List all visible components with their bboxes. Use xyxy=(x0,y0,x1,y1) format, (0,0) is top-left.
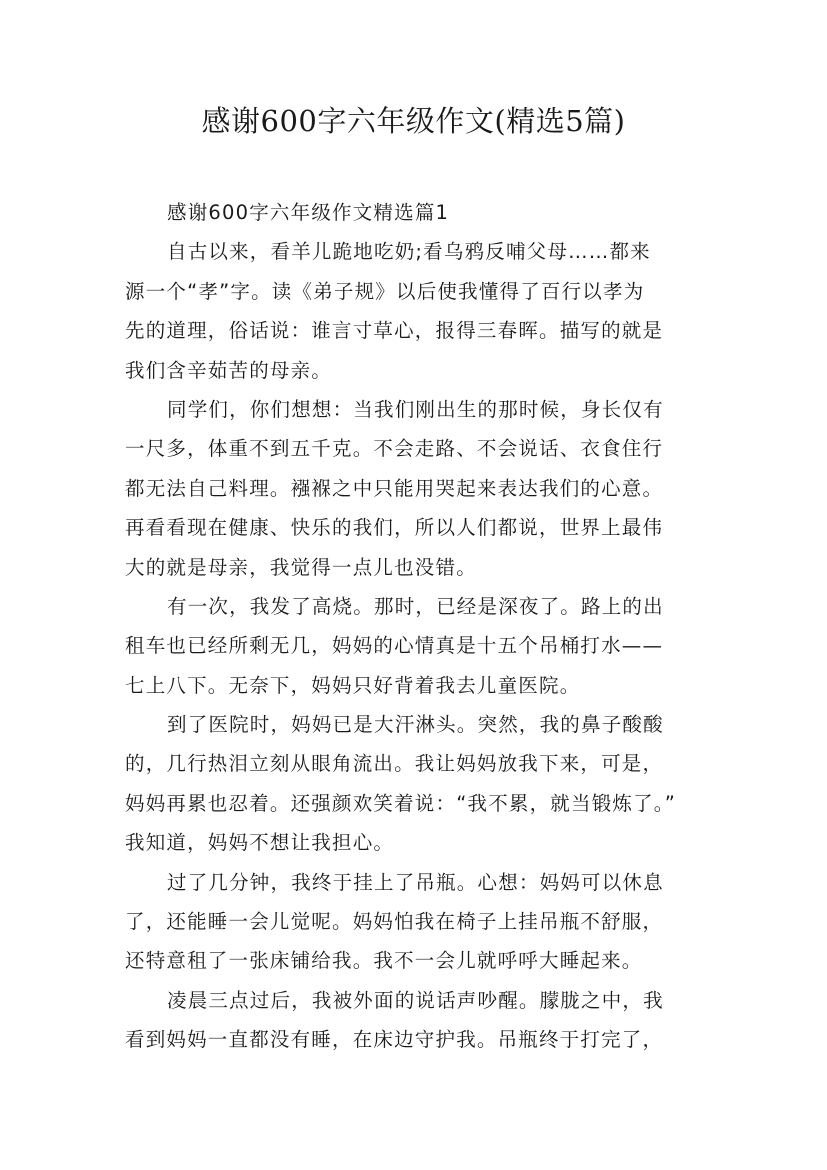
text-line: 感谢600字六年级作文精选篇1 xyxy=(167,201,450,224)
text-line: 七上八下。无奈下，妈妈只好背着我去儿童医院。 xyxy=(125,673,581,697)
text-line: 再看看现在健康、快乐的我们，所以人们都说，世界上最伟 xyxy=(125,516,664,540)
text-line: 还特意租了一张床铺给我。我不一会儿就呼呼大睡起来。 xyxy=(125,949,643,973)
text-line: 自古以来，看羊儿跪地吃奶;看乌鸦反哺父母……都来 xyxy=(167,240,651,264)
text-line: 大的就是母亲，我觉得一点儿也没错。 xyxy=(125,555,477,579)
text-line: 的，几行热泪立刻从眼角流出。我让妈妈放我下来，可是， xyxy=(125,752,664,776)
text-line: 源一个“孝”字。读《弟子规》以后使我懂得了百行以孝为 xyxy=(125,279,645,303)
text-line: 过了几分钟，我终于挂上了吊瓶。心想：妈妈可以休息 xyxy=(167,870,664,894)
text-line: 看到妈妈一直都没有睡，在床边守护我。吊瓶终于打完了， xyxy=(125,1028,664,1052)
document-title: 感谢600字六年级作文(精选5篇) xyxy=(201,104,626,138)
text-line: 租车也已经所剩无几，妈妈的心情真是十五个吊桶打水—— xyxy=(125,634,664,658)
text-line: 我知道，妈妈不想让我担心。 xyxy=(125,831,395,855)
text-line: 一尺多，体重不到五千克。不会走路、不会说话、衣食住行 xyxy=(125,437,664,461)
text-line: 有一次，我发了高烧。那时，已经是深夜了。路上的出 xyxy=(167,594,664,618)
text-line: 先的道理，俗话说：谁言寸草心，报得三春晖。描写的就是 xyxy=(125,319,664,343)
text-line: 我们含辛茹苦的母亲。 xyxy=(125,358,333,382)
text-line: 同学们，你们想想：当我们刚出生的那时候，身长仅有 xyxy=(167,397,664,421)
text-line: 都无法自己料理。襁褓之中只能用哭起来表达我们的心意。 xyxy=(125,476,664,500)
text-line: 妈妈再累也忍着。还强颜欢笑着说：“我不累，就当锻炼了。” xyxy=(125,791,677,815)
text-line: 了，还能睡一会儿觉呢。妈妈怕我在椅子上挂吊瓶不舒服， xyxy=(125,910,664,934)
text-line: 到了医院时，妈妈已是大汗淋头。突然，我的鼻子酸酸 xyxy=(167,713,664,737)
document-body xyxy=(125,193,715,1060)
text-line: 凌晨三点过后，我被外面的说话声吵醒。朦胧之中，我 xyxy=(167,988,664,1012)
